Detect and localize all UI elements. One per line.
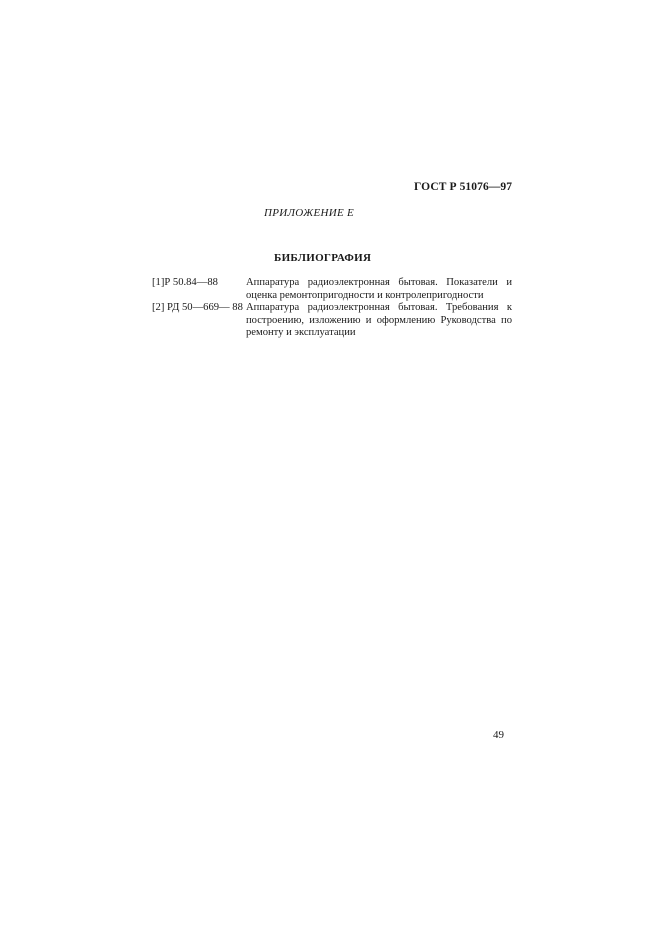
appendix-label: ПРИЛОЖЕНИЕ Е <box>264 207 355 219</box>
entry-text: Аппаратура радиоэлектронная бытовая. Требования к построению, изложению и оформлению Руководства по ремонту и эксплуатации <box>246 302 512 338</box>
entry-text: Аппаратура радиоэлектронная бытовая. Показатели и оценка ремонтопригодности и контролепригодности <box>246 277 512 301</box>
bibliography-entry <box>152 277 512 302</box>
entry-reference: [1]Р 50.84—88 <box>152 277 218 288</box>
document-code: ГОСТ Р 51076—97 <box>414 181 513 193</box>
page-number: 49 <box>493 729 504 741</box>
entry-reference: [2] РД 50—669— 88 <box>152 302 243 313</box>
bibliography-entry <box>152 302 512 340</box>
bibliography-list <box>152 277 512 340</box>
section-title: БИБЛИОГРАФИЯ <box>274 252 372 264</box>
